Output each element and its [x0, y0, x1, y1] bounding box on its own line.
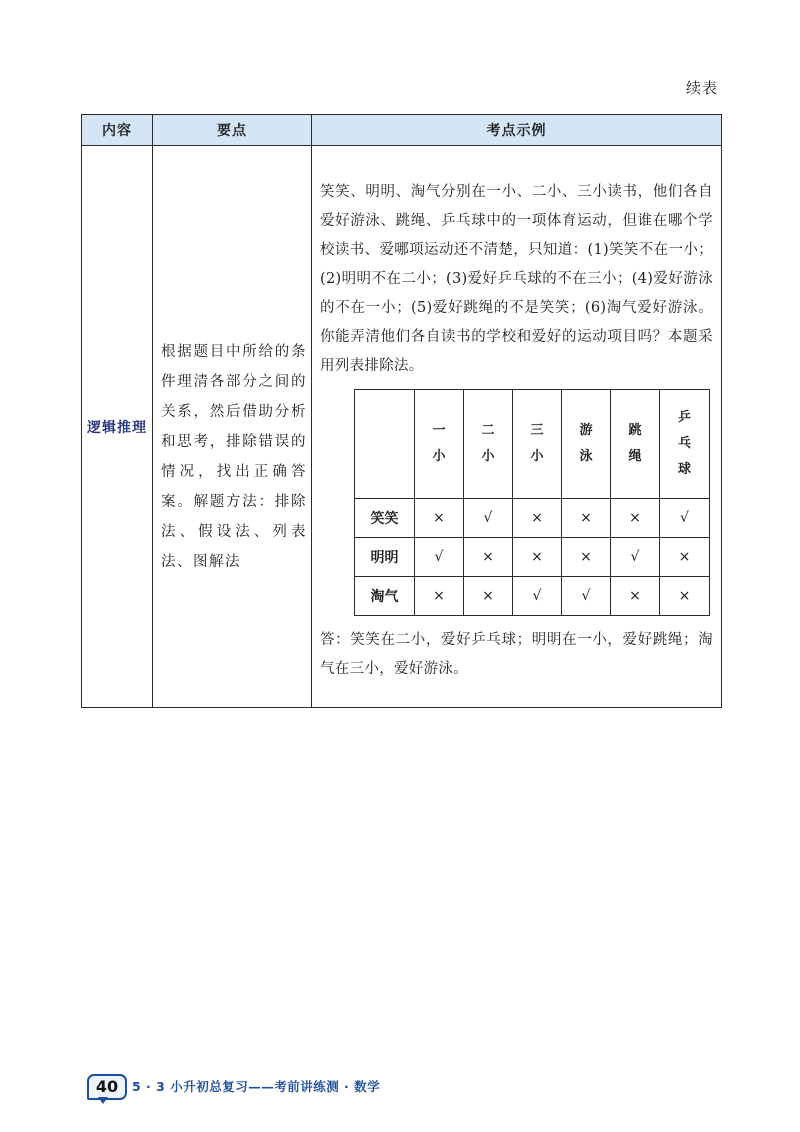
row-label-mingming: 明明 — [355, 538, 415, 577]
page-number: 40 — [87, 1074, 127, 1100]
mark-cell: √ — [562, 577, 611, 616]
mark-cell: × — [513, 538, 562, 577]
mark-cell: × — [513, 499, 562, 538]
key-points-cell — [153, 146, 312, 708]
mark-cell: × — [611, 577, 660, 616]
example-cell — [312, 146, 722, 708]
table-row — [82, 146, 722, 708]
example-problem-text: 笑笑、明明、淘气分别在一小、二小、三小读书，他们各自爱好游泳、跳绳、乒乓球中的一项体育运动，但谁在哪个学校读书、爱哪项运动还不清楚，只知道：(1)笑笑不在一小；(2)明明不在二小；(3)爱好乒乓球的不在三小；(4)爱好游泳的不在一小；(5)爱好跳绳的不是笑笑；(6)淘气爱好游泳。你能弄清他们各自读书的学校和爱好的运动项目吗？本题采用列表排除法。 — [320, 184, 713, 374]
table-header-row — [82, 115, 722, 146]
elimination-table — [354, 389, 710, 616]
elimination-corner-cell — [355, 390, 415, 499]
header-content: 内容 — [82, 115, 153, 146]
mark-cell: × — [562, 538, 611, 577]
mark-cell: √ — [660, 499, 710, 538]
col-head-swimming: 游泳 — [562, 390, 611, 499]
mark-cell: × — [464, 538, 513, 577]
topic-cell: 逻辑推理 — [82, 146, 153, 708]
table-row — [355, 538, 710, 577]
table-row — [355, 499, 710, 538]
elimination-header-row — [355, 390, 710, 499]
mark-cell: × — [415, 499, 464, 538]
mark-cell: √ — [464, 499, 513, 538]
mark-cell: √ — [415, 538, 464, 577]
mark-cell: × — [611, 499, 660, 538]
header-key-points: 要点 — [153, 115, 312, 146]
row-label-taoqi: 淘气 — [355, 577, 415, 616]
header-examples: 考点示例 — [312, 115, 722, 146]
key-points-text: 根据题目中所给的条件理清各部分之间的关系，然后借助分析和思考，排除错误的情况，找出正确答案。解题方法：排除法、假设法、列表法、图解法 — [161, 344, 307, 570]
answer-text: 答：笑笑在二小，爱好乒乓球；明明在一小，爱好跳绳；淘气在三小，爱好游泳。 — [320, 632, 713, 677]
mark-cell: × — [660, 577, 710, 616]
mark-cell: × — [464, 577, 513, 616]
mark-cell: √ — [513, 577, 562, 616]
row-label-xiaoxiao: 笑笑 — [355, 499, 415, 538]
col-head-rope-skipping: 跳绳 — [611, 390, 660, 499]
col-head-table-tennis: 乒乓球 — [660, 390, 710, 499]
continued-label: 续表 — [686, 79, 719, 97]
table-row — [355, 577, 710, 616]
col-head-school-2: 二小 — [464, 390, 513, 499]
mark-cell: × — [660, 538, 710, 577]
mark-cell: × — [562, 499, 611, 538]
col-head-school-3: 三小 — [513, 390, 562, 499]
mark-cell: × — [415, 577, 464, 616]
book-title: 5 · 3 小升初总复习——考前讲练测 · 数学 — [132, 1079, 381, 1094]
content-table — [81, 114, 722, 708]
page-number-tail — [98, 1097, 108, 1104]
mark-cell: √ — [611, 538, 660, 577]
col-head-school-1: 一小 — [415, 390, 464, 499]
